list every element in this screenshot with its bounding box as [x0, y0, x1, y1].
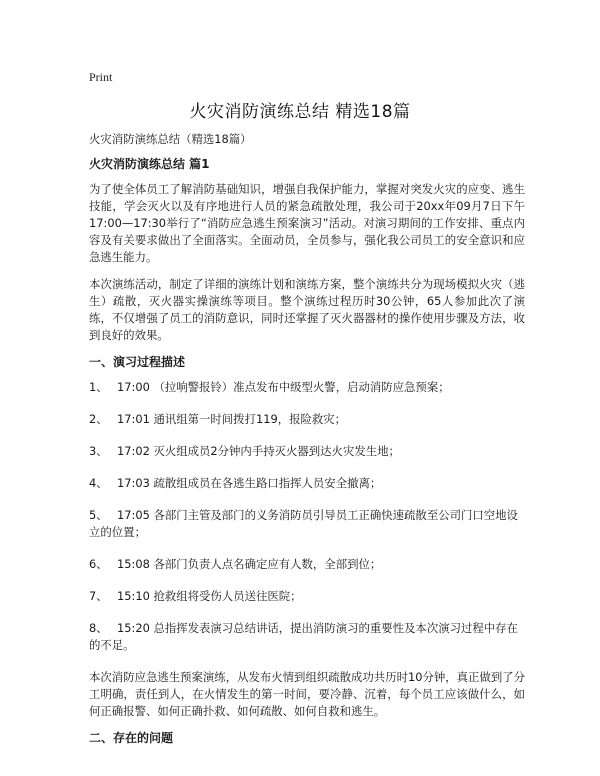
page-title: 火灾消防演练总结 精选18篇 — [189, 102, 411, 122]
list-item-text: 15:10 抢救组将受伤人员送往医院； — [117, 589, 302, 603]
list-item-text: 17:01 通讯组第一时间拨打119，报险救灾； — [117, 412, 347, 426]
list-item-number: 3、 — [89, 444, 108, 458]
section-heading-problems: 二、存在的问题 — [89, 731, 174, 745]
document-body — [89, 131, 525, 755]
list-item — [89, 475, 525, 492]
section-heading-part1: 火灾消防演练总结 篇1 — [89, 157, 210, 171]
list-item-text: 17:03 疏散组成员在各逃生路口指挥人员安全撤离； — [117, 476, 382, 490]
list-item-number: 1、 — [89, 380, 108, 394]
list-item-number: 7、 — [89, 589, 108, 603]
list-item-number: 8、 — [89, 621, 108, 635]
summary-paragraph: 本次消防应急逃生预案演练，从发布火情到组织疏散成功共历时10分钟，真正做到了分工明确，责任到人，在火情发生的第一时间，要冷静、沉着，每个员工应该做什么，如何正确报警、如何正确扑救、如何疏散、如何自救和逃生。 — [89, 670, 525, 718]
list-item — [89, 379, 525, 396]
list-item — [89, 507, 525, 541]
list-item-number: 5、 — [89, 508, 108, 522]
list-item-text: 15:08 各部门负责人点名确定应有人数，全部到位； — [117, 557, 382, 571]
list-item-text: 17:00 （拉响警报铃）准点发布中级型火警，启动消防应急预案； — [117, 380, 450, 394]
list-item-text: 15:20 总指挥发表演习总结讲话，提出消防演习的重要性及本次演习过程中存在的不足。 — [89, 621, 518, 652]
activity-paragraph: 本次演练活动，制定了详细的演练计划和演练方案，整个演练共分为现场模拟火灾（逃生）疏散，灭火器实操演练等项目。整个演练过程历时30公钟，65人参加此次了演练，不仅增强了员工的消防意识，同时还掌握了灭火器器材的操作使用步骤及方法，收到良好的效果。 — [89, 277, 525, 342]
document-subtitle: 火灾消防演练总结（精选18篇） — [89, 132, 252, 146]
process-list — [89, 379, 525, 654]
list-item — [89, 443, 525, 460]
section-heading-process: 一、演习过程描述 — [89, 355, 186, 369]
list-item — [89, 556, 525, 573]
list-item — [89, 411, 525, 428]
list-item — [89, 620, 525, 654]
print-link[interactable]: Print — [89, 70, 113, 84]
list-item — [89, 588, 525, 605]
intro-paragraph: 为了使全体员工了解消防基础知识，增强自我保护能力，掌握对突发火灾的应变、逃生技能，学会灭火以及有序地进行人员的紧急疏散处理，我公司于20xx年09月7日下午17:00—17:30举行了“消防应急逃生预案演习”活动。对演习期间的工作安排、重点内容及有关要求做出了全面落实。全面动员，全员参与，强化我公司员工的安全意识和应急逃生能力。 — [89, 182, 525, 264]
list-item-text: 17:02 灭火组成员2分钟内手持灭火器到达火灾发生地； — [117, 444, 400, 458]
list-item-text: 17:05 各部门主管及部门的义务消防员引导员工正确快速疏散至公司门口空地设立的位置； — [89, 508, 518, 539]
list-item-number: 2、 — [89, 412, 108, 426]
list-item-number: 4、 — [89, 476, 108, 490]
list-item-number: 6、 — [89, 557, 108, 571]
